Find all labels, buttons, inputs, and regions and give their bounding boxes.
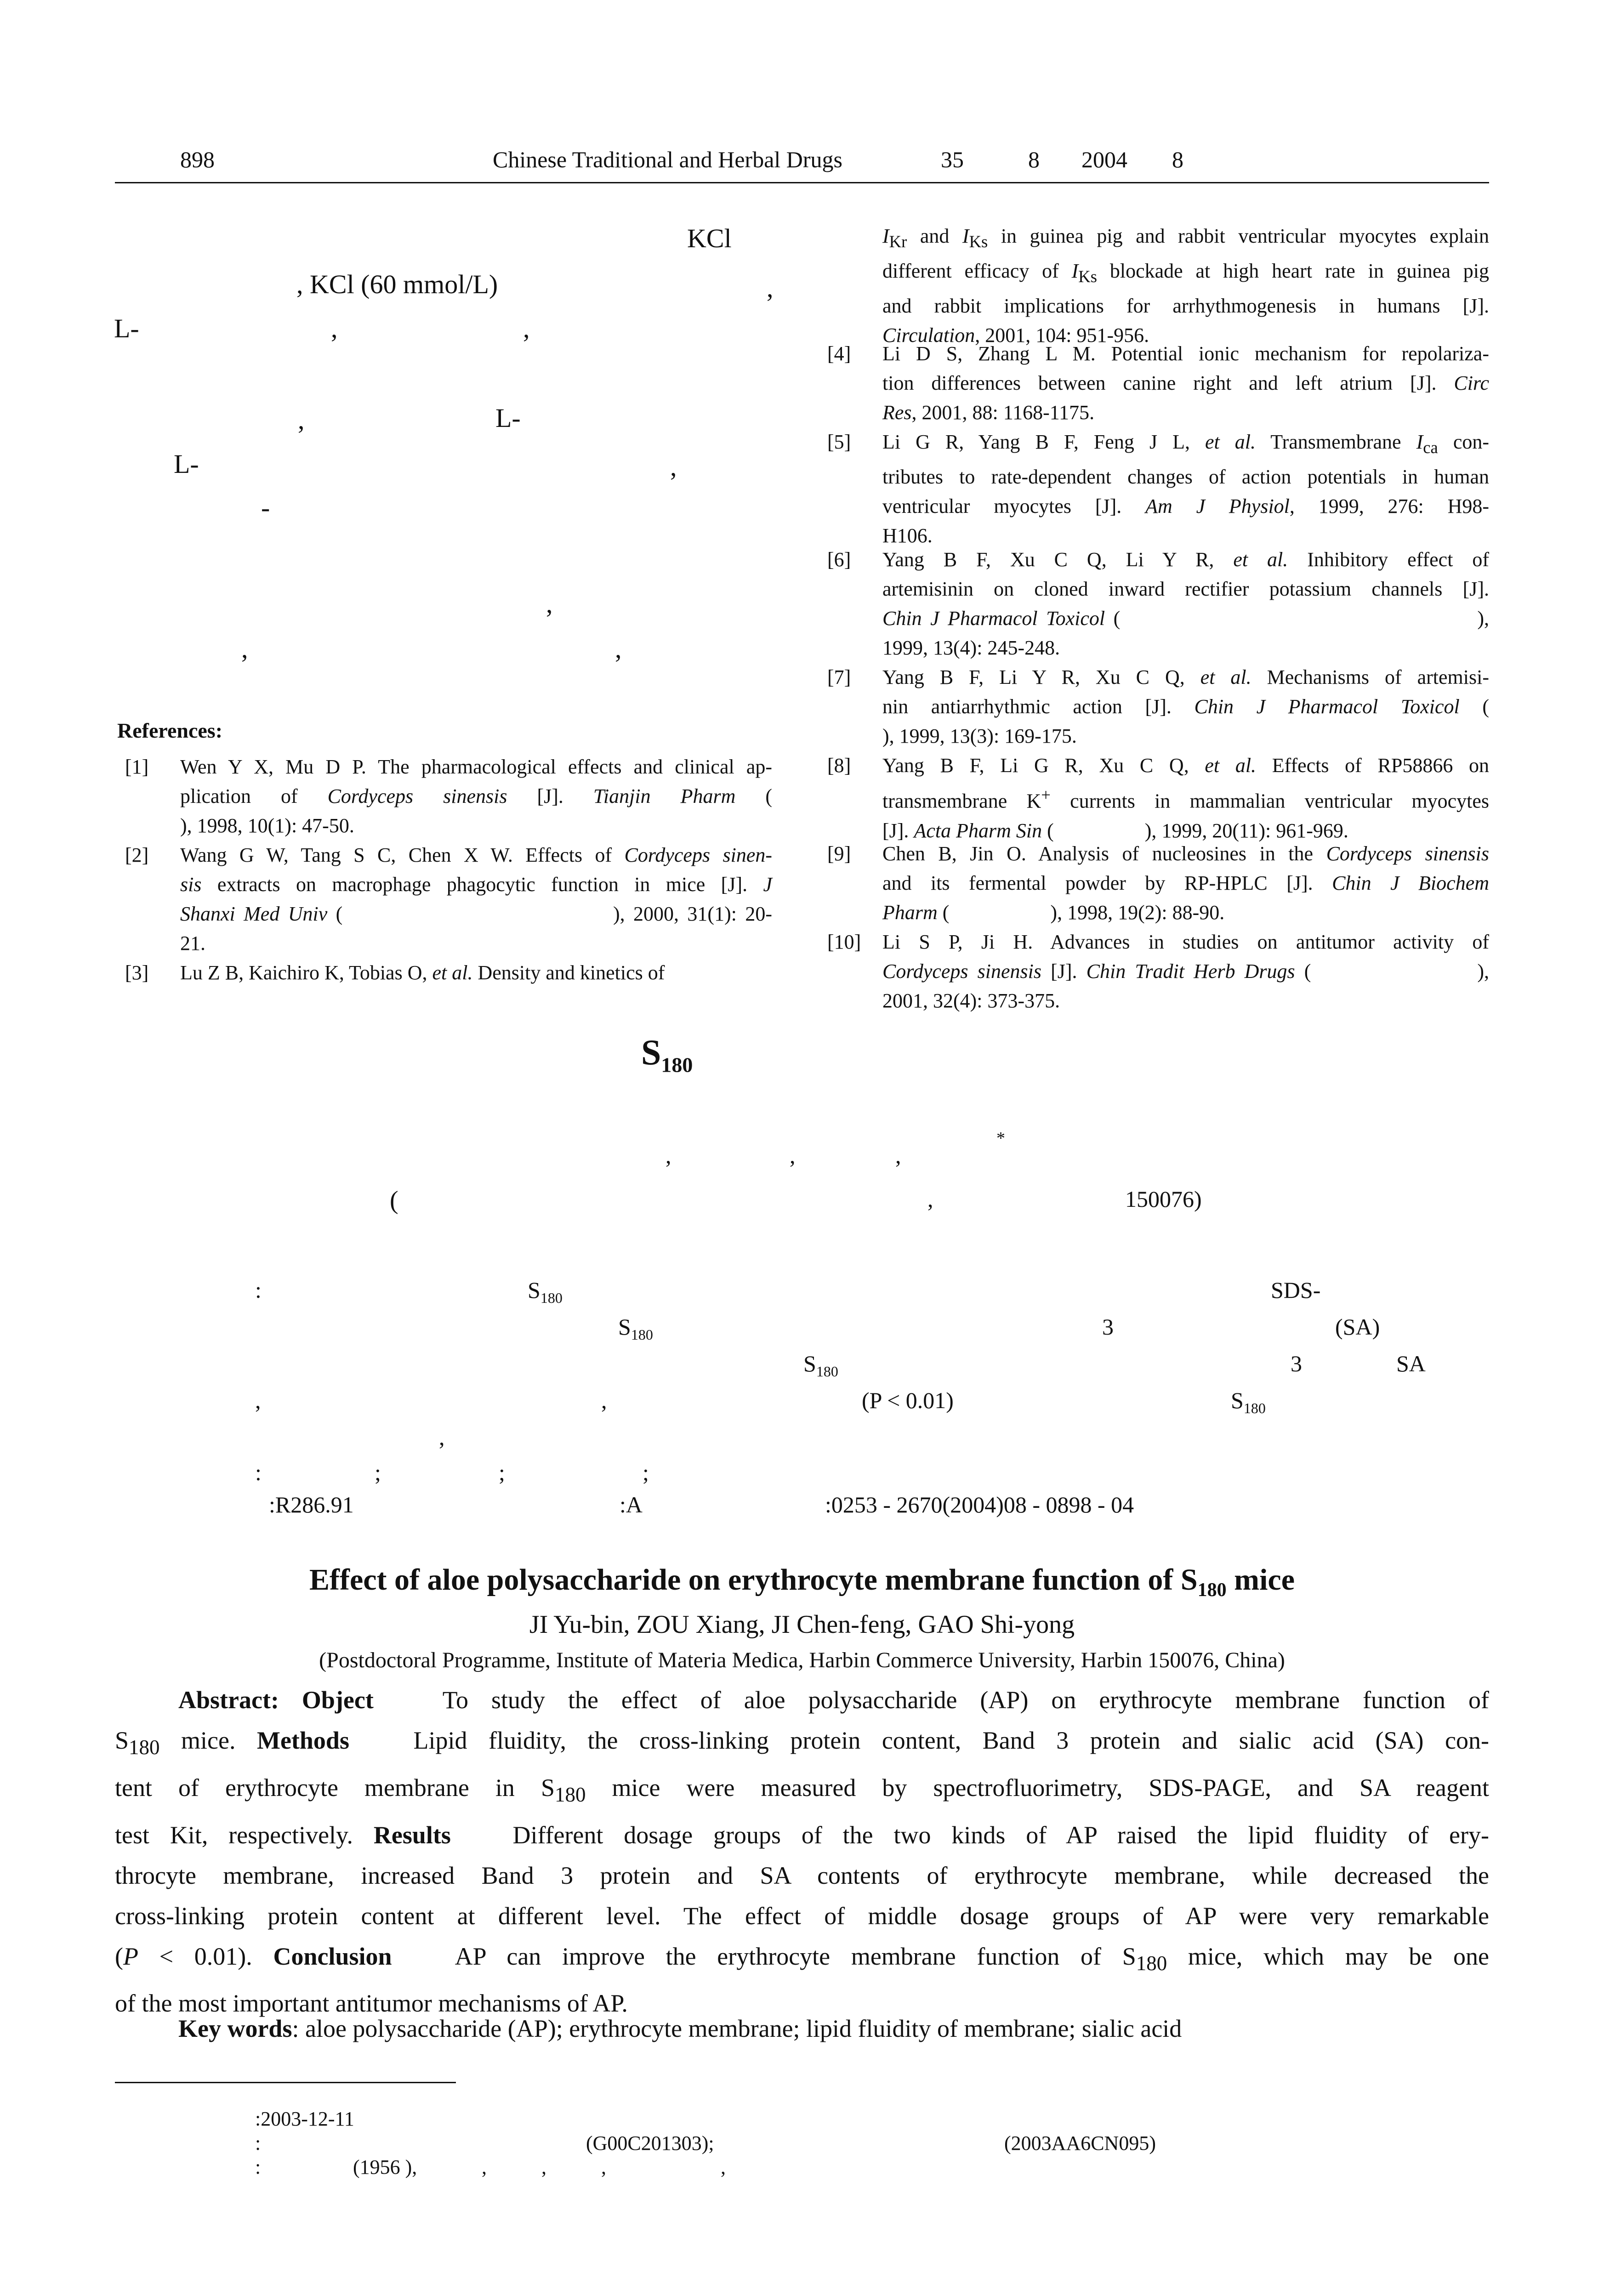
reference-text (180, 752, 772, 841)
reference-line: Li G R, Yang B F, Feng J L, et al. Transmembrane $I_{ca}$ con- (882, 431, 1490, 457)
s180-text: S (528, 1277, 540, 1303)
reference-text (180, 958, 772, 988)
reference-item (125, 958, 772, 988)
abstract-line: (P < 0.01). Conclusion AP can improve the erythrocyte membrane function of $S_{180}$ mice, which may be one (115, 1942, 1489, 1975)
reference-text (882, 545, 1489, 663)
reference-number: [2] (125, 844, 149, 866)
body-fragment: KCl (687, 223, 732, 253)
reference-line: Wen Y X, Mu D P. The pharmacological effects and clinical ap- (180, 756, 772, 778)
reference-line: 2001, 32(4): 373-375. (882, 989, 1060, 1012)
en-authors: JI Yu-bin, ZOU Xiang, JI Chen-feng, GAO Shi-yong (529, 1610, 1075, 1639)
reference-line: plication of Cordyceps sinensis [J]. Tianjin Pharm ( (180, 785, 772, 807)
reference-line: Cordyceps sinensis [J]. Chin Tradit Herb Drugs ( ), (882, 960, 1489, 983)
reference-number: [5] (827, 431, 851, 453)
references-label: References: (117, 719, 223, 742)
journal-name: Chinese Traditional and Herbal Drugs (493, 147, 843, 172)
cn-author-star: * (996, 1129, 1005, 1148)
body-fragment: L- (174, 449, 199, 479)
reference-line: 21. (180, 932, 205, 955)
cn-author-comma: , (665, 1142, 671, 1168)
abstract-line: Abstract: Object To study the effect of aloe polysaccharide (AP) on erythrocyte membrane function of (178, 1686, 1489, 1714)
cn-clc-number: :R286.91 (269, 1492, 354, 1517)
cn-keywords-semicolon: ; (643, 1460, 649, 1485)
bio-year: (1956 ), (353, 2156, 417, 2178)
cn-abstract-fragment: 3 (1291, 1351, 1302, 1376)
reference-line: Chin J Pharmacol Toxicol ( ), (882, 607, 1489, 630)
keywords-text: : aloe polysaccharide (AP); erythrocyte membrane; lipid fluidity of membrane; sialic acid (292, 2015, 1182, 2042)
abstract-line: test Kit, respectively. Results Different dosage groups of the two kinds of AP raised the lipid fluidity of ery- (115, 1821, 1489, 1849)
bio-comma: , (601, 2156, 606, 2178)
body-fragment: , (331, 313, 338, 343)
reference-line: 1999, 13(4): 245-248. (882, 637, 1060, 659)
fund-code: (G00C201303); (586, 2132, 714, 2154)
reference-line: Li S P, Ji H. Advances in studies on antitumor activity of (882, 931, 1489, 953)
s180-sub: 180 (631, 1326, 653, 1343)
body-fragment: , (767, 273, 774, 303)
body-fragment: , (523, 313, 530, 343)
reference-line: artemisinin on cloned inward rectifier potassium channels [J]. (882, 578, 1489, 600)
en-keywords (115, 2014, 1182, 2043)
body-fragment: - (261, 493, 270, 523)
footnote-rule (115, 2082, 456, 2083)
keywords-label: Key words (178, 2015, 292, 2042)
abstract-line: of the most important antitumor mechanisms of AP. (115, 1989, 628, 2018)
reference-number: [1] (125, 756, 149, 778)
reference-line: Wang G W, Tang S C, Chen X W. Effects of Cordyceps sinen- (180, 844, 773, 866)
reference-text (882, 663, 1489, 751)
reference-line: and rabbit implications for arrhythmogenesis in humans [J]. (882, 294, 1489, 317)
cn-abstract-fragment (618, 1313, 653, 1343)
reference-line: ), 1998, 10(1): 47-50. (180, 814, 354, 837)
en-title-subscript: 180 (1197, 1580, 1227, 1601)
cn-keywords-colon: : (255, 1460, 262, 1485)
s180-text: S (1231, 1387, 1244, 1413)
reference-number: [8] (827, 754, 851, 777)
body-fragment: , (298, 405, 305, 435)
cn-affil-comma: , (927, 1186, 933, 1212)
bio-colon: : (255, 2156, 261, 2178)
reference-line: Lu Z B, Kaichiro K, Tobias O, et al. Density and kinetics of (180, 961, 665, 984)
abstract-line: cross-linking protein content at different level. The effect of middle dosage groups of AP were very remarkable (115, 1902, 1489, 1930)
reference-line: Yang B F, Li Y R, Xu C Q, et al. Mechanisms of artemisi- (882, 666, 1489, 688)
cn-doc-code: :A (620, 1492, 643, 1517)
reference-text (180, 841, 772, 958)
abstract-line: throcyte membrane, increased Band 3 protein and SA contents of erythrocyte membrane, while decreased the (115, 1861, 1489, 1889)
reference-number: [6] (827, 548, 851, 571)
cn-abstract-fragment: SDS- (1271, 1277, 1321, 1303)
reference-item (827, 751, 1490, 842)
cn-abstract-fragment (1231, 1387, 1266, 1417)
reference-line: Yang B F, Xu C Q, Li Y R, et al. Inhibitory effect of (882, 548, 1490, 571)
reference-line: different efficacy of $I_{Ks}$ blockade at high heart rate in guinea pig (882, 259, 1489, 286)
reference-number: [4] (827, 342, 851, 365)
cn-abstract-fragment: , (601, 1387, 607, 1413)
reference-number: [10] (827, 931, 861, 953)
cn-abstract-fragment: , (439, 1424, 445, 1450)
cn-title-subscript: 180 (661, 1053, 693, 1077)
cn-title-text: S (641, 1032, 661, 1072)
journal-volume: 35 (941, 147, 964, 172)
body-fragment: , (615, 634, 622, 664)
reference-line: Yang B F, Li G R, Xu C Q, et al. Effects of RP58866 on (882, 754, 1490, 777)
reference-line: nin antiarrhythmic action [J]. Chin J Pharmacol Toxicol ( (882, 695, 1489, 718)
cn-abstract-fragment: SA (1396, 1351, 1426, 1376)
reference-item (827, 339, 1489, 427)
cn-affil-postcode: 150076) (1125, 1186, 1202, 1212)
body-fragment: , (241, 634, 248, 664)
body-fragment: , (546, 589, 553, 619)
reference-text (882, 222, 1489, 350)
reference-line: tion differences between canine right and left atrium [J]. Circ (882, 372, 1489, 394)
en-title-text: Effect of aloe polysaccharide on erythrocyte membrane function of S (309, 1563, 1198, 1597)
cn-article-title (641, 1032, 693, 1077)
reference-item (827, 839, 1489, 927)
cn-keywords-semicolon: ; (375, 1460, 381, 1485)
cn-abstract-fragment: , (255, 1387, 261, 1413)
reference-item (827, 222, 1489, 347)
reference-line: Li D S, Zhang L M. Potential ionic mechanism for repolariza- (882, 342, 1489, 365)
en-affiliation: (Postdoctoral Programme, Institute of Materia Medica, Harbin Commerce University, Harbin 150076, China) (319, 1648, 1285, 1672)
reference-line: Chen B, Jin O. Analysis of nucleosines in the Cordyceps sinensis (882, 842, 1489, 865)
s180-sub: 180 (816, 1363, 838, 1380)
cn-keywords-semicolon: ; (499, 1460, 505, 1485)
body-fragment: , (670, 452, 677, 482)
reference-text (882, 339, 1489, 427)
cn-abstract-fragment: (SA) (1335, 1314, 1380, 1340)
cn-abstract-fragment: : (255, 1277, 262, 1303)
reference-item (827, 427, 1489, 545)
reference-line: transmembrane K+ currents in mammalian ventricular myocytes (882, 785, 1490, 813)
reference-item (125, 752, 772, 841)
reference-item (125, 841, 772, 958)
abstract-line: tent of erythrocyte membrane in $S_{180}$ mice were measured by spectrofluorimetry, SDS-PAGE, and SA reagent (115, 1773, 1489, 1806)
received-date: :2003-12-11 (255, 2108, 354, 2130)
reference-line: Pharm ( ), 1998, 19(2): 88-90. (882, 901, 1225, 924)
reference-line: Shanxi Med Univ ( ), 2000, 31(1): 20- (180, 903, 772, 925)
reference-text (882, 427, 1489, 551)
cn-article-id: :0253 - 2670(2004)08 - 0898 - 04 (825, 1492, 1134, 1517)
s180-text: S (803, 1351, 816, 1376)
journal-year: 2004 (1081, 147, 1127, 172)
reference-number: [3] (125, 961, 149, 984)
fund-colon: : (255, 2132, 261, 2154)
reference-number: [7] (827, 666, 851, 688)
en-title-suffix: mice (1226, 1563, 1295, 1597)
cn-author-comma: , (790, 1142, 796, 1168)
reference-item (827, 927, 1489, 1016)
reference-line: ventricular myocytes [J]. Am J Physiol, 1999, 276: H98- (882, 494, 1489, 517)
abstract-line: $S_{180}$ mice. Methods Lipid fluidity, the cross-linking protein content, Band 3 protein and sialic acid (SA) con- (115, 1727, 1489, 1759)
s180-text: S (618, 1314, 631, 1340)
bio-comma: , (721, 2156, 726, 2178)
cn-abstract-fragment (803, 1350, 838, 1380)
reference-line: tributes to rate-dependent changes of action potentials in human (882, 465, 1489, 488)
body-fragment: L- (114, 313, 139, 343)
reference-item (827, 545, 1489, 663)
reference-line: [J]. Acta Pharm Sin ( ), 1999, 20(11): 961-969. (882, 819, 1348, 842)
cn-abstract-fragment: 3 (1102, 1314, 1114, 1340)
reference-text (882, 839, 1489, 927)
en-abstract (115, 1680, 1489, 2023)
reference-line: $I_{Kr}$ and $I_{Ks}$ in guinea pig and rabbit ventricular myocytes explain (882, 225, 1489, 251)
references-heading (117, 718, 222, 743)
journal-issue: 8 (1028, 147, 1040, 172)
bio-comma: , (541, 2156, 546, 2178)
reference-line: sis extracts on macrophage phagocytic function in mice [J]. J (180, 873, 772, 896)
page-number: 898 (180, 147, 215, 172)
journal-month: 8 (1172, 147, 1183, 172)
reference-line: Res, 2001, 88: 1168-1175. (882, 401, 1095, 424)
reference-item (827, 663, 1489, 751)
cn-abstract-fragment: (P < 0.01) (862, 1387, 954, 1413)
header-rule (115, 182, 1489, 183)
cn-affil-open: ( (390, 1186, 398, 1215)
body-fragment: , KCl (60 mmol/L) (296, 269, 498, 299)
s180-sub: 180 (1243, 1400, 1266, 1416)
fund-code: (2003AA6CN095) (1004, 2132, 1156, 2154)
s180-sub: 180 (540, 1290, 563, 1306)
body-fragment: L- (495, 403, 521, 433)
reference-line: Circulation, 2001, 104: 951-956. (882, 324, 1149, 347)
reference-number: [9] (827, 842, 851, 865)
cn-abstract-fragment (528, 1277, 563, 1307)
reference-text (882, 751, 1489, 846)
reference-line: and its fermental powder by RP-HPLC [J]. Chin J Biochem (882, 872, 1489, 894)
reference-text (882, 927, 1489, 1016)
cn-author-comma: , (895, 1142, 901, 1168)
en-article-title (0, 1563, 1604, 1601)
reference-line: H106. (882, 524, 933, 547)
bio-comma: , (482, 2156, 487, 2178)
reference-line: ), 1999, 13(3): 169-175. (882, 725, 1077, 747)
